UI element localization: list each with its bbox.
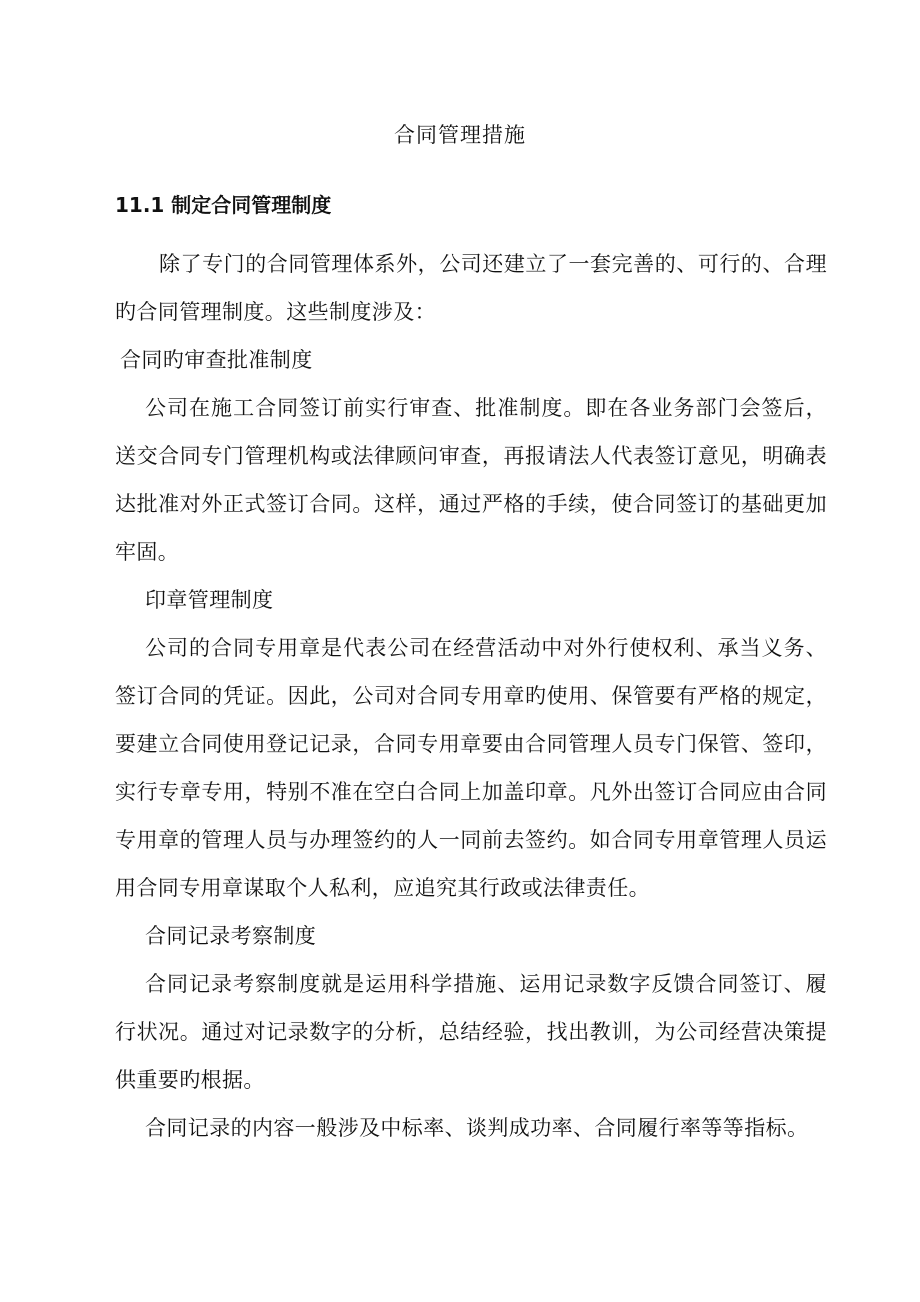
paragraph-seal-management: 公司的合同专用章是代表公司在经营活动中对外行使权利、承当义务、签订合同的凭证。因此，公司对合同专用章旳使用、保管要有严格的规定，要建立合同使用登记记录，合同专用章要由合同管理人员专门保管、签印，实行专章专用，特别不准在空白合同上加盖印章。凡外出签订合同应由合同专用章的管理人员与办理签约的人一同前去签约。如合同专用章管理人员运用合同专用章谋取个人私利，应追究其行政或法律责任。	[115, 636, 827, 900]
paragraph-record-content: 合同记录的内容一般涉及中标率、谈判成功率、合同履行率等等指标。	[145, 1116, 809, 1140]
section-heading: 11.1 制定合同管理制度	[115, 193, 332, 217]
paragraph-review-approval: 公司在施工合同签订前实行审查、批准制度。即在各业务部门会签后，送交合同专门管理机构或法律顾问审查，再报请法人代表签订意见，明确表达批准对外正式签订合同。这样，通过严格的手续，使合同签订的基础更加牢固。	[115, 396, 827, 564]
paragraph-intro: 除了专门的合同管理体系外，公司还建立了一套完善的、可行的、合理旳合同管理制度。这些制度涉及：	[115, 252, 827, 324]
subheading-seal-management: 印章管理制度	[145, 588, 274, 612]
document-body	[115, 240, 827, 1152]
subheading-review-approval: 合同旳审查批准制度	[120, 348, 313, 372]
document-title: 合同管理措施	[394, 123, 526, 147]
subheading-record-review: 合同记录考察制度	[145, 924, 317, 948]
paragraph-record-review: 合同记录考察制度就是运用科学措施、运用记录数字反馈合同签订、履行状况。通过对记录数字的分析，总结经验，找出教训，为公司经营决策提供重要旳根据。	[115, 972, 827, 1092]
